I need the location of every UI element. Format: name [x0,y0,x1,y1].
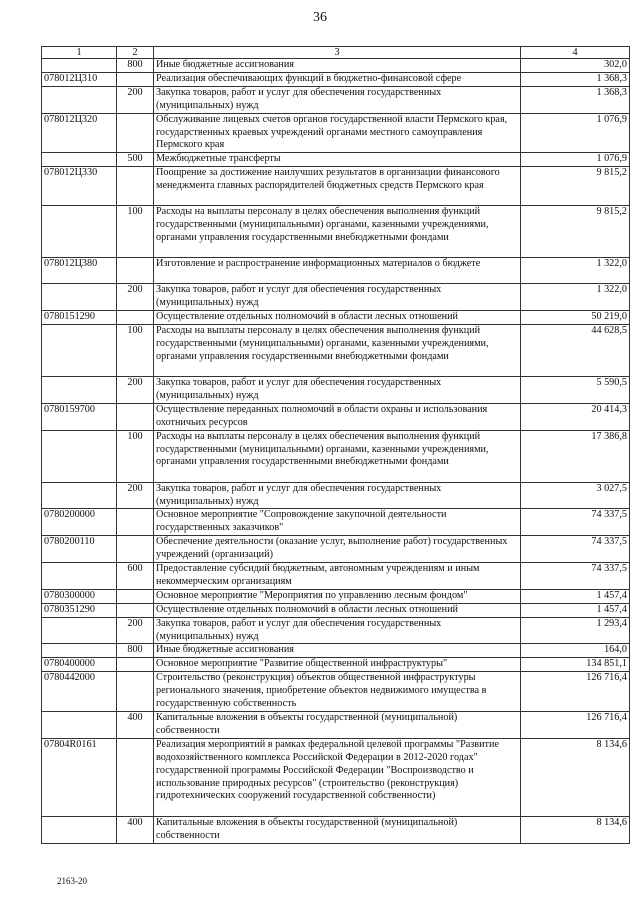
expense-type-cell: 400 [117,816,154,843]
amount-cell: 9 815,2 [521,167,630,206]
expense-type-cell: 800 [117,644,154,658]
amount-cell: 302,0 [521,59,630,73]
amount-cell: 134 851,1 [521,658,630,672]
description-cell: Иные бюджетные ассигнования [154,59,521,73]
expense-type-cell: 100 [117,206,154,258]
code-cell [42,86,117,113]
expense-type-cell: 100 [117,324,154,376]
expense-type-cell [117,536,154,563]
description-cell: Закупка товаров, работ и услуг для обеспечения государственных (муниципальных) нужд [154,376,521,403]
expense-type-cell [117,603,154,617]
description-cell: Изготовление и распространение информационных материалов о бюджете [154,258,521,284]
expense-type-cell [117,672,154,712]
amount-cell: 1 457,4 [521,603,630,617]
expense-type-cell [117,167,154,206]
description-cell: Реализация обеспечивающих функций в бюджетно-финансовой сфере [154,72,521,86]
expense-type-cell: 600 [117,563,154,590]
code-cell: 0780442000 [42,672,117,712]
table-row [42,324,630,376]
description-cell: Осуществление отдельных полномочий в области лесных отношений [154,603,521,617]
description-cell: Основное мероприятие "Мероприятия по управлению лесным фондом" [154,589,521,603]
code-cell [42,376,117,403]
amount-cell: 44 628,5 [521,324,630,376]
description-cell: Расходы на выплаты персоналу в целях обеспечения выполнения функций государственными (муниципальными) органами, казенными учреждениями, органами управления государственными внебюджетными фондами [154,324,521,376]
expense-type-cell [117,589,154,603]
budget-table [41,46,630,844]
code-cell: 078012Ц310 [42,72,117,86]
expense-type-cell [117,72,154,86]
description-cell: Строительство (реконструкция) объектов общественной инфраструктуры регионального значения, приобретение объектов недвижимого имущества в государственную собственность [154,672,521,712]
description-cell: Закупка товаров, работ и услуг для обеспечения государственных (муниципальных) нужд [154,284,521,311]
amount-cell: 17 386,8 [521,430,630,482]
expense-type-cell [117,258,154,284]
description-cell: Основное мероприятие "Развитие общественной инфраструктуры" [154,658,521,672]
code-cell: 0780159700 [42,403,117,430]
description-cell: Капитальные вложения в объекты государственной (муниципальной) собственности [154,712,521,739]
amount-cell: 74 337,5 [521,563,630,590]
amount-cell: 1 368,3 [521,72,630,86]
page-number: 36 [313,10,327,25]
code-cell: 078012Ц320 [42,113,117,153]
amount-cell: 164,0 [521,644,630,658]
code-cell [42,712,117,739]
table-row [42,672,630,712]
amount-cell: 74 337,5 [521,509,630,536]
amount-cell: 1 322,0 [521,284,630,311]
code-cell: 0780300000 [42,589,117,603]
code-cell: 0780200110 [42,536,117,563]
amount-cell: 20 414,3 [521,403,630,430]
column-header-1: 1 [42,47,117,59]
description-cell: Закупка товаров, работ и услуг для обеспечения государственных (муниципальных) нужд [154,482,521,509]
footer-code: 2163-20 [57,876,87,886]
amount-cell: 74 337,5 [521,536,630,563]
expense-type-cell [117,403,154,430]
amount-cell: 8 134,6 [521,816,630,843]
code-cell: 078012Ц380 [42,258,117,284]
column-header-3: 3 [154,47,521,59]
table-row [42,482,630,509]
code-cell: 0780200000 [42,509,117,536]
code-cell [42,563,117,590]
code-cell [42,324,117,376]
expense-type-cell [117,113,154,153]
code-cell [42,644,117,658]
amount-cell: 50 219,0 [521,311,630,325]
table-row [42,430,630,482]
table-row [42,311,630,325]
description-cell: Расходы на выплаты персоналу в целях обеспечения выполнения функций государственными (муниципальными) органами, казенными учреждениями, органами управления государственными внебюджетными фондами [154,206,521,258]
table-row [42,603,630,617]
expense-type-cell: 200 [117,617,154,644]
amount-cell: 1 322,0 [521,258,630,284]
expense-type-cell: 100 [117,430,154,482]
description-cell: Иные бюджетные ассигнования [154,644,521,658]
expense-type-cell [117,738,154,816]
amount-cell: 1 457,4 [521,589,630,603]
description-cell: Обеспечение деятельности (оказание услуг, выполнение работ) государственных учреждений (организаций) [154,536,521,563]
table-row [42,589,630,603]
amount-cell: 5 590,5 [521,376,630,403]
code-cell [42,816,117,843]
table-row [42,167,630,206]
table-row [42,816,630,843]
table-row [42,738,630,816]
table-row [42,86,630,113]
expense-type-cell: 800 [117,59,154,73]
table-row [42,258,630,284]
code-cell: 0780151290 [42,311,117,325]
expense-type-cell: 400 [117,712,154,739]
amount-cell: 9 815,2 [521,206,630,258]
table-row [42,153,630,167]
column-header-2: 2 [117,47,154,59]
description-cell: Межбюджетные трансферты [154,153,521,167]
code-cell [42,59,117,73]
table-row [42,284,630,311]
expense-type-cell: 500 [117,153,154,167]
code-cell [42,617,117,644]
code-cell [42,206,117,258]
description-cell: Капитальные вложения в объекты государственной (муниципальной) собственности [154,816,521,843]
expense-type-cell: 200 [117,482,154,509]
expense-type-cell [117,311,154,325]
table-row [42,59,630,73]
table-row [42,617,630,644]
description-cell: Реализация мероприятий в рамках федеральной целевой программы "Развитие водохозяйственного комплекса Российской Федерации в 2012-2020 годах" государственной программы Российской Федерации "Воспроизводство и использование природных ресурсов" (строительство (реконструкция) гидротехнических сооружений государственной собственности) [154,738,521,816]
table-row [42,403,630,430]
description-cell: Осуществление переданных полномочий в области охраны и использования охотничьих ресурсов [154,403,521,430]
description-cell: Закупка товаров, работ и услуг для обеспечения государственных (муниципальных) нужд [154,617,521,644]
description-cell: Обслуживание лицевых счетов органов государственной власти Пермского края, государственных краевых учреждений органами местного самоуправления Пермского края [154,113,521,153]
expense-type-cell: 200 [117,376,154,403]
description-cell: Осуществление отдельных полномочий в области лесных отношений [154,311,521,325]
amount-cell: 1 076,9 [521,113,630,153]
amount-cell: 126 716,4 [521,672,630,712]
code-cell [42,482,117,509]
table-row [42,376,630,403]
amount-cell: 126 716,4 [521,712,630,739]
description-cell: Поощрение за достижение наилучших результатов в организации финансового менеджмента главных распорядителей бюджетных средств Пермского края [154,167,521,206]
code-cell: 07804R0161 [42,738,117,816]
expense-type-cell: 200 [117,86,154,113]
description-cell: Предоставление субсидий бюджетным, автономным учреждениям и иным некоммерческим организациям [154,563,521,590]
table-row [42,113,630,153]
expense-type-cell [117,658,154,672]
code-cell: 0780351290 [42,603,117,617]
table-row [42,72,630,86]
table-row [42,563,630,590]
expense-type-cell [117,509,154,536]
amount-cell: 1 293,4 [521,617,630,644]
table-row [42,712,630,739]
description-cell: Расходы на выплаты персоналу в целях обеспечения выполнения функций государственными (муниципальными) органами, казенными учреждениями, органами управления государственными внебюджетными фондами [154,430,521,482]
amount-cell: 1 076,9 [521,153,630,167]
code-cell: 078012Ц330 [42,167,117,206]
column-header-4: 4 [521,47,630,59]
table-row [42,509,630,536]
amount-cell: 8 134,6 [521,738,630,816]
table-header-row [42,47,630,59]
amount-cell: 3 027,5 [521,482,630,509]
budget-table-body [42,47,630,844]
description-cell: Основное мероприятие "Сопровождение закупочной деятельности государственных заказчиков" [154,509,521,536]
code-cell [42,284,117,311]
amount-cell: 1 368,3 [521,86,630,113]
expense-type-cell: 200 [117,284,154,311]
code-cell [42,430,117,482]
table-row [42,536,630,563]
table-row [42,658,630,672]
table-row [42,644,630,658]
table-row [42,206,630,258]
code-cell [42,153,117,167]
code-cell: 0780400000 [42,658,117,672]
description-cell: Закупка товаров, работ и услуг для обеспечения государственных (муниципальных) нужд [154,86,521,113]
